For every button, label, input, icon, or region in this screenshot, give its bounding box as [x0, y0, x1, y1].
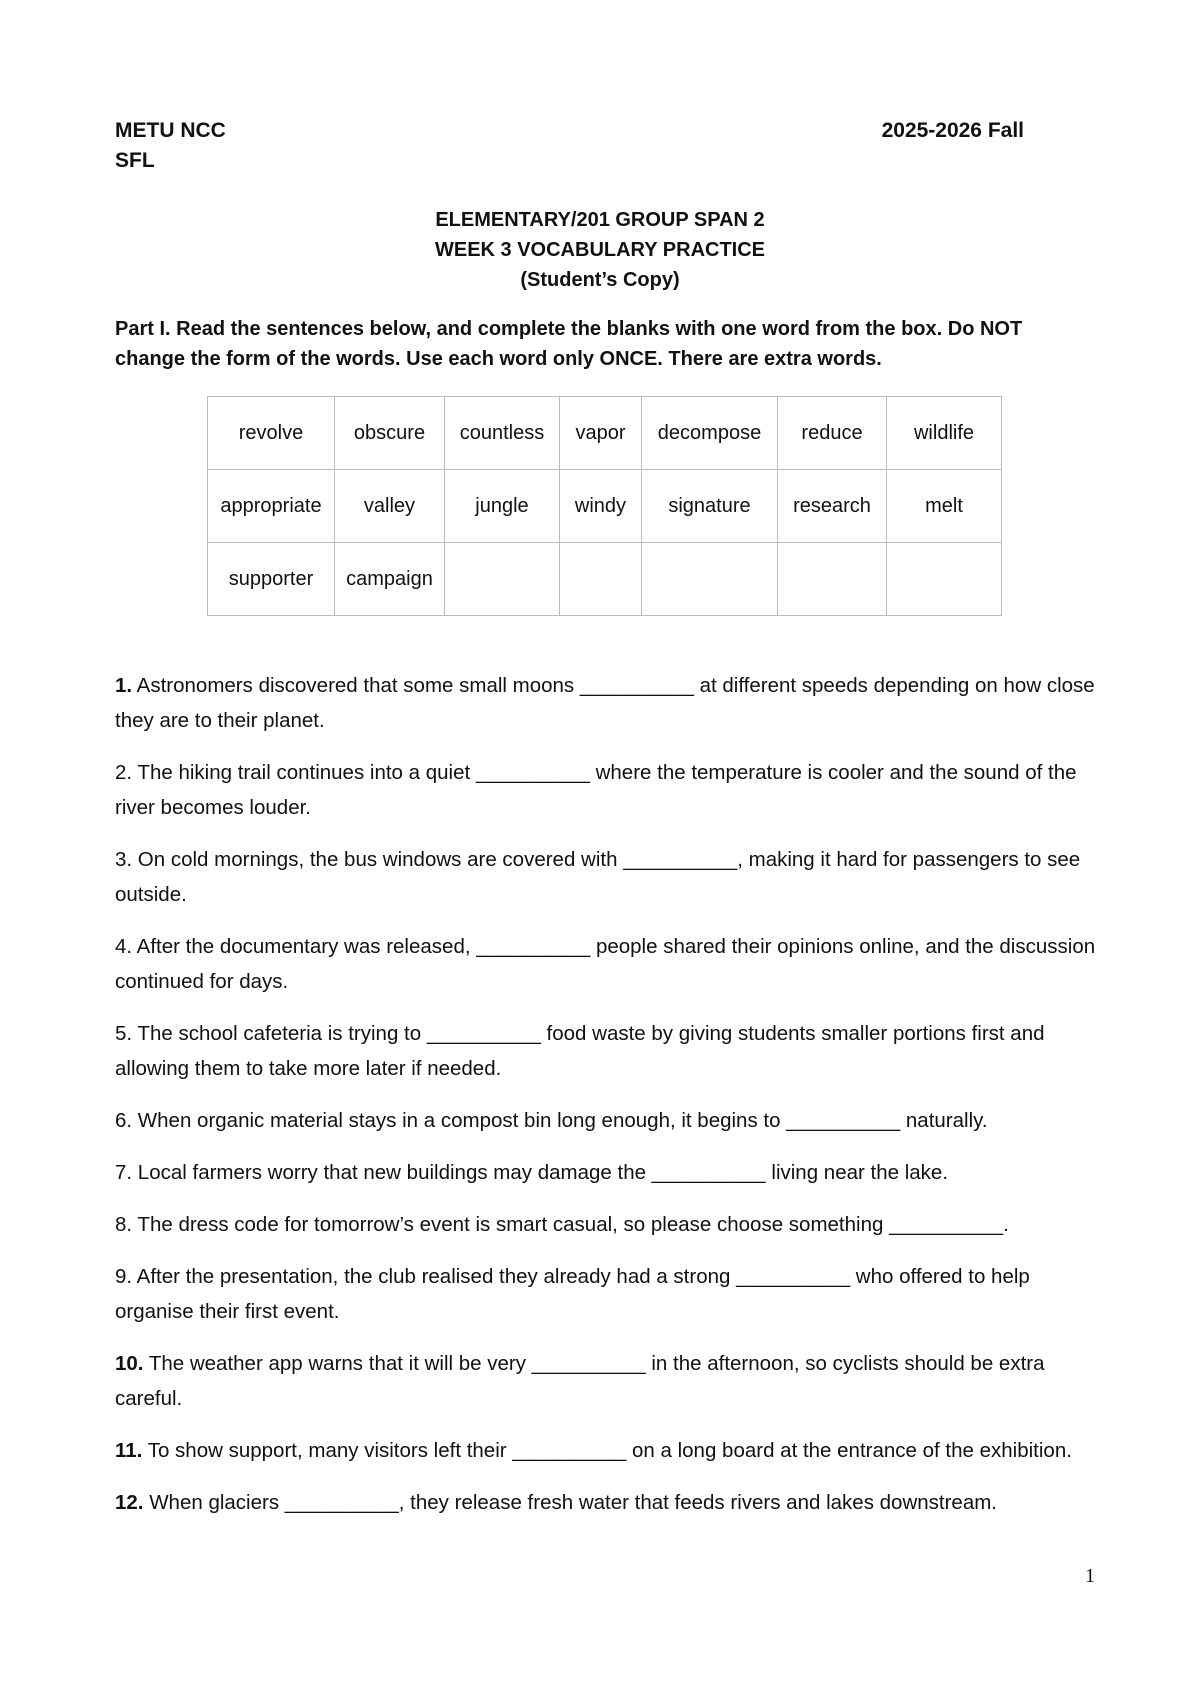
word-box-cell: revolve — [208, 397, 335, 470]
instructions: Part I. Read the sentences below, and complete the blanks with one word from the box. Do NOT change the form of the words. Use each word only ONCE. There are extra words. — [115, 318, 1023, 370]
question-text: Local farmers worry that new buildings may damage the __________ living near the lake. — [132, 1161, 949, 1184]
word-box-cell: obscure — [335, 397, 445, 470]
question-item — [115, 1103, 1100, 1138]
word-box-row — [208, 543, 1002, 616]
word-box-cell: countless — [445, 397, 560, 470]
question-text: Astronomers discovered that some small moons __________ at different speeds depending on how close they are to their planet. — [115, 674, 1095, 732]
department-name: SFL — [115, 149, 155, 172]
word-box-cell: research — [778, 470, 887, 543]
word-box — [207, 396, 1002, 616]
word-box-cell: wildlife — [887, 397, 1002, 470]
question-text: On cold mornings, the bus windows are covered with __________, making it hard for passengers to see outside. — [115, 848, 1081, 906]
word-box-cell: appropriate — [208, 470, 335, 543]
question-number: 10. — [115, 1352, 144, 1375]
question-text: When glaciers __________, they release fresh water that feeds rivers and lakes downstream. — [143, 1491, 997, 1514]
question-text: The hiking trail continues into a quiet __________ where the temperature is cooler and the sound of the river becomes louder. — [115, 761, 1077, 819]
question-number: 9. — [115, 1265, 133, 1288]
question-text: The weather app warns that it will be very __________ in the afternoon, so cyclists should be extra careful. — [115, 1352, 1045, 1410]
question-item — [115, 842, 1100, 912]
question-number: 1. — [115, 674, 133, 697]
question-number: 6. — [115, 1109, 133, 1132]
question-item — [115, 1485, 1100, 1520]
word-box-cell: campaign — [335, 543, 445, 616]
question-item — [115, 1207, 1100, 1242]
word-box-cell: windy — [560, 470, 642, 543]
word-box-cell — [445, 543, 560, 616]
word-box-row — [208, 397, 1002, 470]
question-item — [115, 755, 1100, 825]
question-text: To show support, many visitors left their __________ on a long board at the entrance of the exhibition. — [142, 1439, 1072, 1462]
course-title: ELEMENTARY/201 GROUP SPAN 2 — [435, 209, 765, 231]
word-box-cell — [887, 543, 1002, 616]
document-titles — [0, 205, 1200, 295]
question-number: 3. — [115, 848, 133, 871]
question-number: 8. — [115, 1213, 133, 1236]
question-item — [115, 929, 1100, 999]
header-left — [115, 116, 226, 176]
question-number: 5. — [115, 1022, 133, 1045]
word-box-row — [208, 470, 1002, 543]
word-box-cell: reduce — [778, 397, 887, 470]
question-number: 2. — [115, 761, 133, 784]
question-number: 11. — [115, 1439, 143, 1462]
term-label: 2025-2026 Fall — [881, 119, 1024, 142]
question-text: After the presentation, the club realised they already had a strong __________ who offered to help organise their first event. — [115, 1265, 1030, 1323]
word-box-cell — [560, 543, 642, 616]
question-text: After the documentary was released, __________ people shared their opinions online, and the discussion continued for days. — [115, 935, 1096, 993]
institution-name: METU NCC — [115, 119, 226, 142]
word-box-cell: signature — [642, 470, 778, 543]
question-item — [115, 1016, 1100, 1086]
question-number: 12. — [115, 1491, 144, 1514]
question-number: 7. — [115, 1161, 133, 1184]
question-list — [115, 668, 1100, 1537]
copy-label: (Student’s Copy) — [520, 269, 680, 291]
word-box-cell — [778, 543, 887, 616]
question-item — [115, 1259, 1100, 1329]
question-text: The school cafeteria is trying to __________ food waste by giving students smaller portions first and allowing them to take more later if needed. — [115, 1022, 1045, 1080]
word-box-cell: jungle — [445, 470, 560, 543]
question-text: When organic material stays in a compost bin long enough, it begins to __________ naturally. — [132, 1109, 988, 1132]
word-box-cell: supporter — [208, 543, 335, 616]
word-box-cell: decompose — [642, 397, 778, 470]
word-box-cell — [642, 543, 778, 616]
question-item — [115, 1346, 1100, 1416]
word-box-cell: valley — [335, 470, 445, 543]
question-item — [115, 668, 1100, 738]
question-text: The dress code for tomorrow’s event is smart casual, so please choose something __________. — [132, 1213, 1009, 1236]
question-number: 4. — [115, 935, 133, 958]
question-item — [115, 1433, 1100, 1468]
question-item — [115, 1155, 1100, 1190]
practice-title: WEEK 3 VOCABULARY PRACTICE — [434, 239, 766, 261]
word-box-cell: melt — [887, 470, 1002, 543]
word-box-cell: vapor — [560, 397, 642, 470]
page-number: 1 — [1085, 1565, 1095, 1587]
